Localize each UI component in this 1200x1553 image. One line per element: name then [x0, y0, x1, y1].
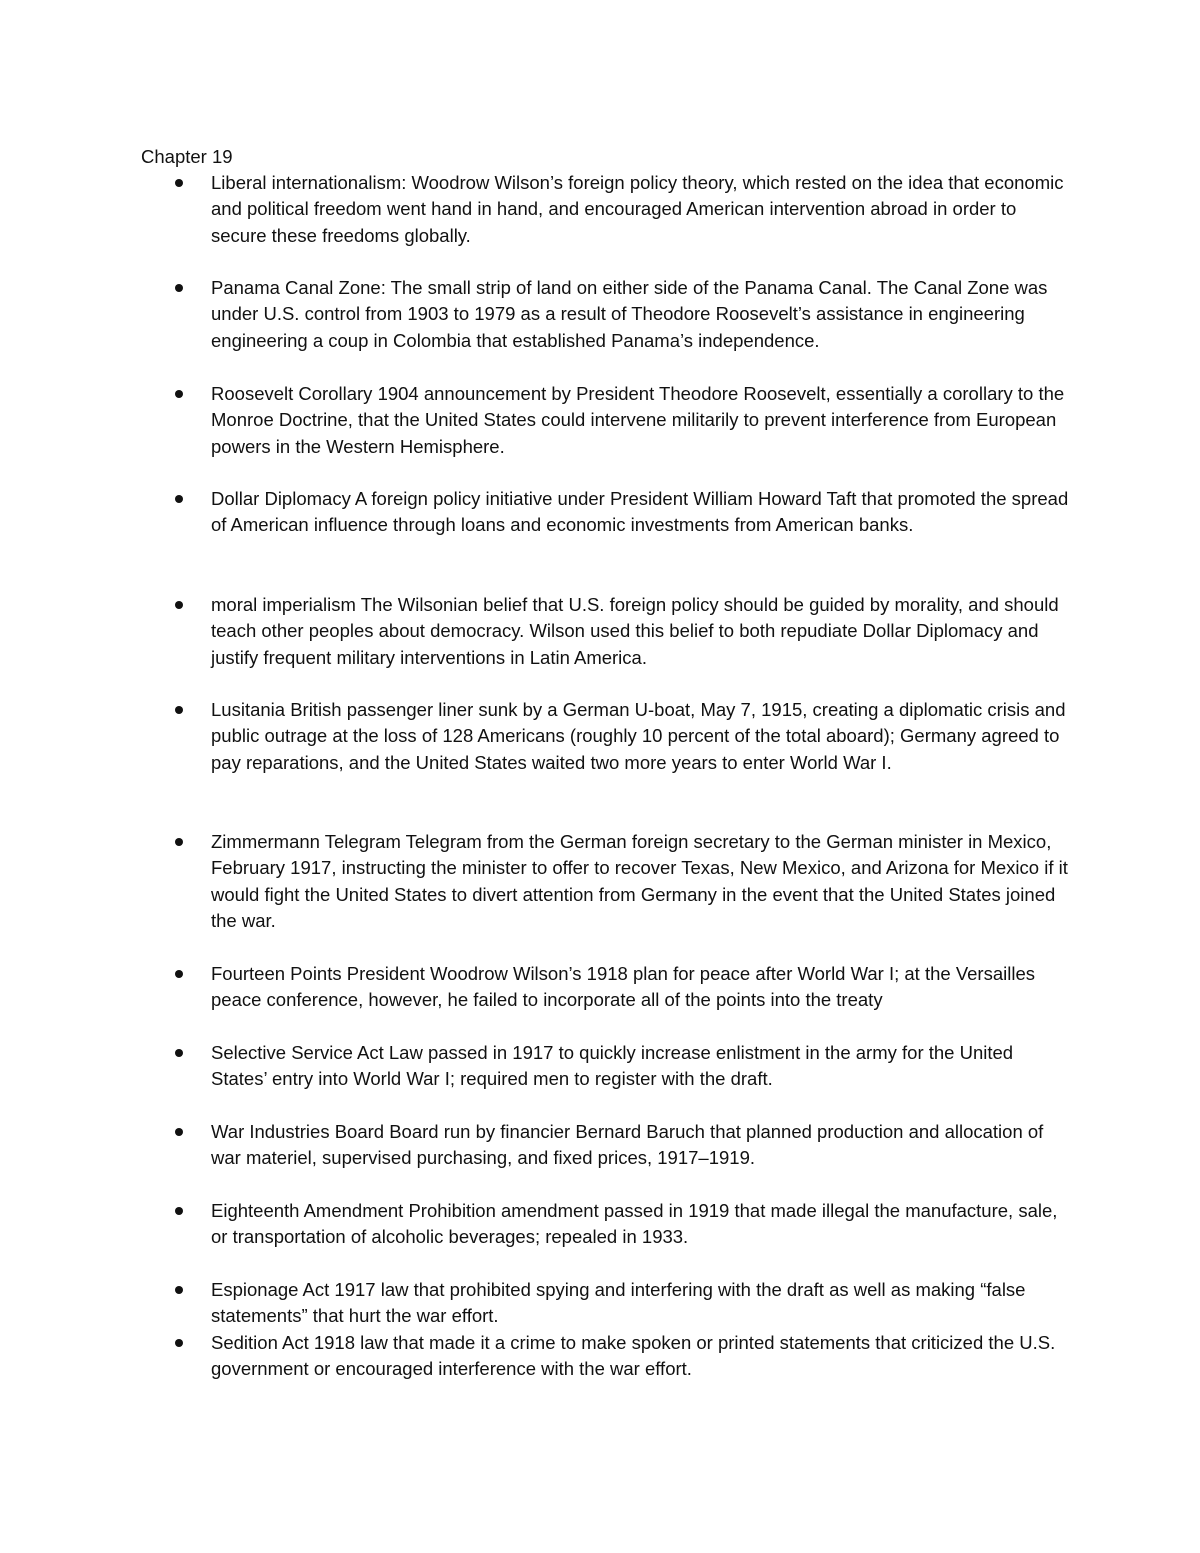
bullet-icon: [175, 1207, 183, 1215]
bullet-icon: [175, 838, 183, 846]
term-entry: Liberal internationalism: Woodrow Wilson’s foreign policy theory, which rested on the idea that economic and political freedom went hand in hand, and encouraged American intervention abroad in order to secure these freedoms globally.: [211, 172, 1064, 246]
term-entry: Selective Service Act Law passed in 1917 to quickly increase enlistment in the army for the United States’ entry into World War I; required men to register with the draft.: [211, 1042, 1014, 1090]
bullet-icon: [175, 706, 183, 714]
term-entry: War Industries Board Board run by financier Bernard Baruch that planned production and allocation of war materiel, supervised purchasing, and fixed prices, 1917–1919.: [211, 1121, 1044, 1169]
bullet-icon: [175, 1339, 183, 1347]
chapter-title: Chapter 19: [141, 146, 233, 167]
term-entry: Eighteenth Amendment Prohibition amendment passed in 1919 that made illegal the manufacture, sale, or transportation of alcoholic beverages; repealed in 1933.: [211, 1200, 1058, 1248]
bullet-icon: [175, 601, 183, 609]
term-entry: Panama Canal Zone: The small strip of land on either side of the Panama Canal. The Canal Zone was under U.S. control from 1903 to 1979 as a result of Theodore Roosevelt’s assistance in engineering engineering a coup in Colombia that established Panama’s independence.: [211, 277, 1048, 351]
term-entry: Fourteen Points President Woodrow Wilson’s 1918 plan for peace after World War I; at the Versailles peace conference, however, he failed to incorporate all of the points into the treaty: [211, 963, 1035, 1011]
bullet-icon: [175, 1049, 183, 1057]
bullet-icon: [175, 970, 183, 978]
bullet-icon: [175, 390, 183, 398]
bullet-icon: [175, 1128, 183, 1136]
term-entry: Sedition Act 1918 law that made it a crime to make spoken or printed statements that criticized the U.S. government or encouraged interference with the war effort.: [211, 1332, 1056, 1380]
term-entry: Zimmermann Telegram Telegram from the German foreign secretary to the German minister in Mexico, February 1917, instructing the minister to offer to recover Texas, New Mexico, and Arizona for Mexico if it would fight the United States to divert attention from Germany in the event that the United States joined the war.: [211, 831, 1068, 932]
term-entry: moral imperialism The Wilsonian belief that U.S. foreign policy should be guided by morality, and should teach other peoples about democracy. Wilson used this belief to both repudiate Dollar Diplomacy and justify frequent military interventions in Latin America.: [211, 594, 1059, 668]
bullet-icon: [175, 179, 183, 187]
term-entry: Roosevelt Corollary 1904 announcement by President Theodore Roosevelt, essentially a corollary to the Monroe Doctrine, that the United States could intervene militarily to prevent interference from European powers in the Western Hemisphere.: [211, 383, 1065, 457]
term-entry: Espionage Act 1917 law that prohibited spying and interfering with the draft as well as making “false statements” that hurt the war effort.: [211, 1279, 1026, 1327]
term-entry: Dollar Diplomacy A foreign policy initiative under President William Howard Taft that promoted the spread of American influence through loans and economic investments from American banks.: [211, 488, 1069, 536]
bullet-icon: [175, 1286, 183, 1294]
bullet-icon: [175, 495, 183, 503]
bullet-icon: [175, 284, 183, 292]
term-entry: Lusitania British passenger liner sunk by a German U-boat, May 7, 1915, creating a diplomatic crisis and public outrage at the loss of 128 Americans (roughly 10 percent of the total aboard); Germany agreed to pay reparations, and the United States waited two more years to enter World War I.: [211, 699, 1066, 773]
